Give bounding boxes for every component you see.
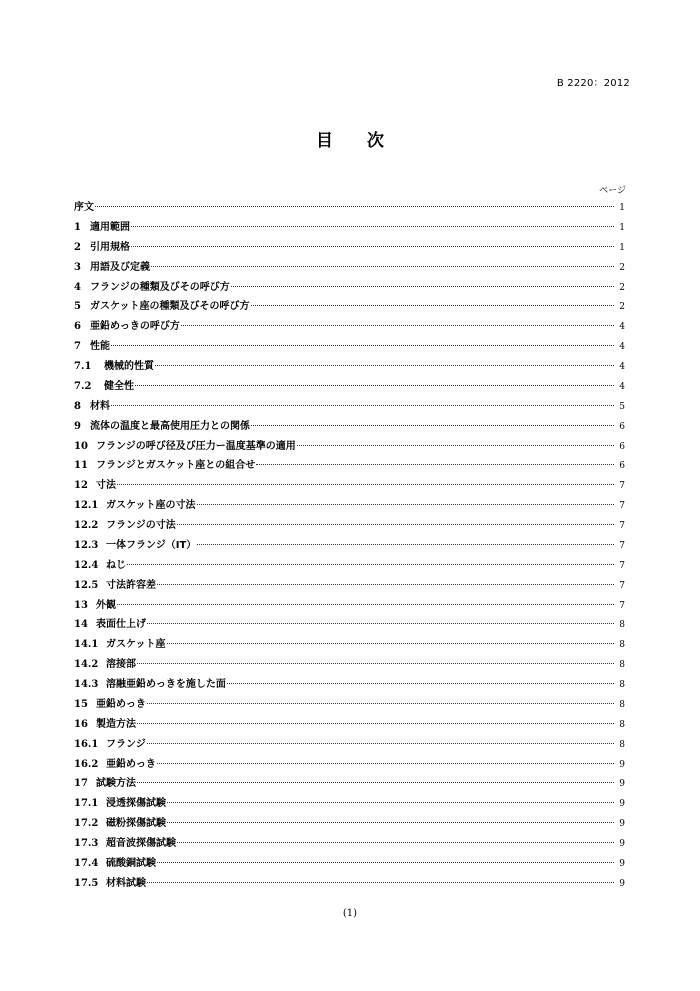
toc-entry-page: 9 — [619, 858, 625, 869]
toc-entry-title: 硫酸銅試験 — [106, 857, 156, 869]
toc-entry-page: 9 — [619, 819, 625, 830]
toc-entry-title: 寸法許容差 — [106, 579, 156, 591]
toc-entry-title: 溶融亜鉛めっきを施した面 — [106, 679, 226, 690]
toc-entry-number: 3 — [74, 261, 81, 273]
toc-entry[interactable] — [74, 516, 625, 536]
toc-entry-page: 1 — [619, 222, 625, 233]
dot-leader — [147, 882, 614, 883]
toc-entry-title: フランジとガスケット座との組合せ — [96, 460, 256, 472]
dot-leader — [251, 425, 614, 426]
dot-leader — [137, 782, 614, 783]
toc-entry[interactable] — [74, 218, 625, 238]
toc-entry-page: 4 — [619, 381, 625, 392]
toc-entry-number: 11 — [74, 460, 88, 472]
toc-entry-number: 6 — [74, 321, 81, 333]
toc-entry-number: 7.2 — [74, 380, 92, 392]
toc-entry-number: 16.1 — [74, 738, 99, 750]
toc-entry-number: 14 — [74, 619, 88, 631]
footer-page-number: (1) — [342, 908, 358, 919]
toc-entry-title: 浸透探傷試験 — [106, 798, 166, 810]
toc-entry-title: 材料試験 — [106, 877, 146, 889]
toc-entry-number: 15 — [74, 698, 88, 710]
toc-entry-page: 2 — [619, 302, 625, 313]
toc-entry[interactable] — [74, 735, 625, 755]
toc-entry-page: 8 — [619, 699, 625, 710]
toc-entry-page: 4 — [619, 322, 625, 333]
toc-entry[interactable] — [74, 437, 625, 457]
toc-entry[interactable] — [74, 715, 625, 735]
toc-entry[interactable] — [74, 397, 625, 417]
toc-entry-title: フランジの寸法 — [106, 520, 176, 531]
dot-leader — [167, 802, 614, 803]
toc-entry-title: フランジ — [106, 738, 146, 750]
dot-leader — [177, 524, 614, 525]
standard-id: B 2220：2012 — [556, 78, 630, 89]
toc-entry[interactable] — [74, 297, 625, 317]
dot-leader — [167, 822, 614, 823]
toc-entry-number: 1 — [74, 221, 81, 233]
toc-entry-number: 7.1 — [74, 361, 92, 372]
toc-entry[interactable] — [74, 536, 625, 556]
toc-entry[interactable] — [74, 278, 625, 298]
toc-entry-title: ガスケット座の種類及びその呼び方 — [90, 301, 250, 313]
toc-entry[interactable] — [74, 377, 625, 397]
toc-entry-title: 亜鉛めっき — [96, 698, 146, 710]
dot-leader — [167, 643, 615, 644]
toc-entry[interactable] — [74, 596, 625, 616]
toc-entry-number: 14.3 — [74, 679, 99, 690]
toc-entry-number: 17 — [74, 778, 88, 790]
toc-entry-number: 13 — [74, 599, 88, 611]
toc-entry-title: 亜鉛めっきの呼び方 — [90, 321, 180, 333]
toc-entry-page: 1 — [619, 203, 625, 213]
dot-leader — [117, 484, 614, 485]
toc-entry[interactable] — [74, 874, 625, 894]
toc-entry-number: 14.1 — [74, 639, 99, 651]
dot-leader — [297, 445, 614, 446]
toc-entry-page: 8 — [619, 640, 625, 651]
toc-entry-page: 2 — [619, 262, 625, 273]
toc-entry-title: ねじ — [106, 559, 126, 571]
toc-entry-page: 7 — [619, 580, 625, 591]
dot-leader — [147, 703, 614, 704]
toc-entry-title: 流体の温度と最高使用圧力との関係 — [90, 420, 250, 432]
toc-entry-page: 4 — [619, 342, 625, 353]
toc-entry-number: 14.2 — [74, 659, 99, 671]
toc-entry-title: 序文 — [74, 202, 94, 213]
toc-entry-page: 1 — [619, 242, 625, 253]
toc-entry[interactable] — [74, 755, 625, 775]
dot-leader — [151, 266, 614, 267]
dot-leader — [137, 723, 614, 724]
table-of-contents — [74, 198, 625, 894]
toc-entry-title: 表面仕上げ — [96, 619, 146, 631]
toc-entry[interactable] — [74, 774, 625, 794]
toc-entry[interactable] — [74, 337, 625, 357]
toc-entry-title: 一体フランジ（IT） — [106, 539, 197, 551]
toc-entry-number: 2 — [74, 241, 81, 253]
dot-leader — [227, 683, 614, 684]
dot-leader — [127, 564, 614, 565]
toc-entry-title: 磁粉探傷試験 — [106, 818, 166, 830]
toc-entry-page: 4 — [619, 362, 625, 372]
dot-leader — [197, 504, 615, 505]
toc-entry-number: 16 — [74, 718, 88, 730]
toc-entry-number: 9 — [74, 420, 81, 432]
toc-entry-title: 試験方法 — [96, 778, 136, 790]
toc-entry-title: 性能 — [90, 341, 110, 353]
dot-leader — [155, 365, 614, 366]
dot-leader — [251, 305, 615, 306]
toc-entry-page: 6 — [619, 461, 625, 472]
toc-entry[interactable] — [74, 357, 625, 377]
dot-leader — [135, 385, 614, 386]
toc-entry-title: 適用範囲 — [90, 221, 130, 233]
dot-leader — [157, 862, 614, 863]
toc-entry-page: 8 — [619, 719, 625, 730]
dot-leader — [157, 763, 614, 764]
toc-entry-page: 2 — [619, 282, 625, 293]
toc-entry-number: 12.5 — [74, 579, 99, 591]
toc-entry-page: 6 — [619, 421, 625, 432]
toc-entry-title: フランジの種類及びその呼び方 — [90, 281, 230, 293]
toc-entry-number: 17.2 — [74, 818, 99, 830]
dot-leader — [131, 246, 614, 247]
toc-entry-page: 9 — [619, 799, 625, 810]
toc-entry-title: 引用規格 — [90, 241, 130, 253]
toc-entry[interactable] — [74, 496, 625, 516]
toc-entry-number: 17.3 — [74, 838, 99, 849]
toc-entry-page: 7 — [619, 501, 625, 512]
toc-entry-page: 9 — [619, 779, 625, 790]
toc-entry-title: 材料 — [90, 400, 110, 412]
toc-entry[interactable] — [74, 317, 625, 337]
toc-entry-title: ガスケット座の寸法 — [106, 500, 196, 512]
dot-leader — [137, 663, 614, 664]
dot-leader — [147, 623, 614, 624]
toc-entry[interactable] — [74, 615, 625, 635]
toc-entry-number: 12.2 — [74, 520, 99, 531]
dot-leader — [157, 584, 614, 585]
toc-entry-page: 6 — [619, 441, 625, 452]
toc-entry-title: 超音波探傷試験 — [106, 838, 176, 849]
toc-entry-number: 4 — [74, 281, 81, 293]
toc-entry[interactable] — [74, 556, 625, 576]
toc-entry[interactable] — [74, 675, 625, 695]
toc-entry-page: 9 — [619, 839, 625, 849]
toc-entry[interactable] — [74, 198, 625, 218]
toc-entry[interactable] — [74, 456, 625, 476]
toc-entry-number: 12.3 — [74, 539, 99, 551]
toc-entry-title: 溶接部 — [106, 659, 136, 671]
dot-leader — [256, 464, 614, 465]
dot-leader — [231, 286, 614, 287]
toc-entry[interactable] — [74, 794, 625, 814]
toc-entry[interactable] — [74, 854, 625, 874]
page-title: 目 次 — [316, 131, 398, 151]
toc-entry-page: 7 — [619, 481, 625, 492]
dot-leader — [111, 405, 614, 406]
toc-entry-number: 8 — [74, 400, 81, 412]
dot-leader — [147, 743, 614, 744]
toc-entry-page: 9 — [619, 878, 625, 889]
toc-entry[interactable] — [74, 834, 625, 854]
toc-entry-title: フランジの呼び径及び圧力ー温度基準の適用 — [96, 440, 296, 452]
dot-leader — [177, 842, 614, 843]
toc-entry-page: 5 — [619, 401, 625, 412]
toc-entry-title: 亜鉛めっき — [106, 758, 156, 770]
toc-entry-number: 17.4 — [74, 857, 99, 869]
toc-entry-page: 9 — [619, 759, 625, 770]
toc-entry-number: 12.1 — [74, 500, 99, 512]
toc-entry-title: 健全性 — [104, 380, 134, 392]
toc-entry-title: 製造方法 — [96, 718, 136, 730]
toc-entry-page: 7 — [619, 521, 625, 531]
dot-leader — [117, 604, 614, 605]
toc-entry-page: 8 — [619, 620, 625, 631]
page-column-label: ページ — [599, 186, 626, 196]
toc-entry-page: 7 — [619, 600, 625, 611]
toc-entry[interactable] — [74, 655, 625, 675]
toc-entry-page: 8 — [619, 739, 625, 750]
toc-entry[interactable] — [74, 238, 625, 258]
toc-entry-title: ガスケット座 — [106, 639, 166, 651]
toc-entry-number: 7 — [74, 341, 81, 353]
toc-entry[interactable] — [74, 576, 625, 596]
toc-entry-number: 17.5 — [74, 877, 99, 889]
toc-entry-title: 機械的性質 — [104, 361, 154, 372]
toc-entry-page: 8 — [619, 680, 625, 690]
dot-leader — [95, 206, 614, 207]
toc-entry[interactable] — [74, 635, 625, 655]
dot-leader — [181, 325, 614, 326]
toc-entry-number: 5 — [74, 301, 81, 313]
toc-entry-title: 用語及び定義 — [90, 261, 150, 273]
toc-entry[interactable] — [74, 476, 625, 496]
toc-entry[interactable] — [74, 417, 625, 437]
toc-entry-number: 17.1 — [74, 798, 99, 810]
dot-leader — [131, 226, 614, 227]
toc-entry-page: 7 — [619, 540, 625, 551]
toc-entry-number: 12.4 — [74, 559, 99, 571]
dot-leader — [111, 345, 614, 346]
dot-leader — [197, 544, 614, 545]
toc-entry-number: 16.2 — [74, 758, 99, 770]
toc-entry-title: 寸法 — [96, 480, 116, 492]
toc-entry-number: 12 — [74, 480, 88, 492]
toc-entry[interactable] — [74, 695, 625, 715]
toc-entry-number: 10 — [74, 440, 88, 452]
toc-entry-page: 8 — [619, 660, 625, 671]
toc-entry[interactable] — [74, 258, 625, 278]
toc-entry[interactable] — [74, 814, 625, 834]
toc-entry-page: 7 — [619, 560, 625, 571]
toc-entry-title: 外観 — [96, 599, 116, 611]
